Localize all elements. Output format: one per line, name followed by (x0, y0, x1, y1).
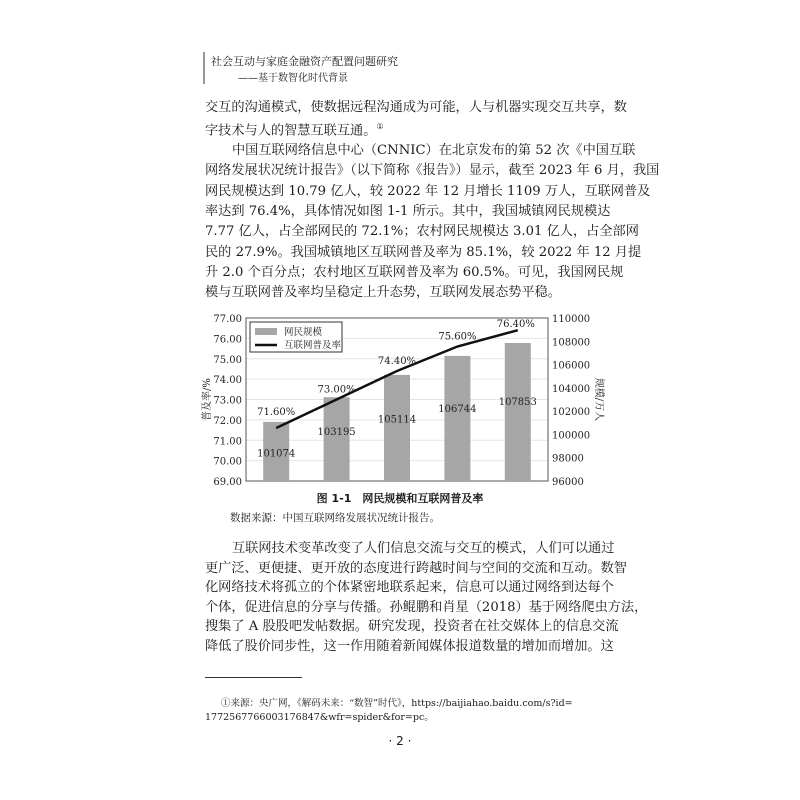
body-line: 率达到 76.4%，具体情况如图 1-1 所示。其中，我国城镇网民规模达 (205, 203, 611, 219)
bar-value-label: 101074 (257, 448, 296, 460)
data-source: 数据来源：中国互联网络发展状况统计报告。 (230, 512, 440, 524)
left-tick-label: 77.00 (213, 314, 242, 325)
body-line: 中国互联网络信息中心（CNNIC）在北京发布的第 52 次《中国互联 (232, 143, 636, 158)
bar-value-label: 107853 (498, 397, 537, 409)
body-line: 模与互联网普及率均呈稳定上升态势，互联网发展态势平稳。 (205, 285, 562, 301)
line-value-label: 73.00% (317, 384, 356, 396)
running-header-title: 社会互动与家庭金融资产配置问题研究 (211, 55, 398, 68)
line-value-label: 71.60% (257, 407, 296, 419)
body-line: 网络发展状况统计报告》（以下简称《报告》）显示，截至 2023 年 6 月，我国 (205, 163, 660, 179)
right-tick-label: 108000 (552, 337, 591, 349)
right-tick-label: 104000 (552, 383, 591, 395)
footnote-line: 1772567766003176847&wfr=spider&for=pc。 (205, 712, 434, 723)
body-line: 降低了股价同步性，这一作用随着新闻媒体报道数量的增加而增加。这 (205, 638, 614, 654)
left-tick-label: 74.00 (213, 375, 242, 387)
line-value-label: 74.40% (377, 355, 417, 367)
left-tick-label: 76.00 (213, 334, 242, 346)
body-line: 更广泛、更便捷、更开放的态度进行跨越时间与空间的交流和互动。数智 (205, 560, 627, 576)
footnote-rule (205, 677, 302, 678)
body-text: 字技术与人的智慧互联互通。 (205, 123, 377, 139)
bar (444, 356, 470, 481)
running-header-subtitle: ——基于数智化时代背景 (238, 73, 348, 84)
legend-label: 互联网普及率 (284, 340, 342, 351)
body-line: 升 2.0 个百分点；农村地区互联网普及率为 60.5%。可见，我国网民规 (205, 264, 624, 280)
header-bar (203, 52, 205, 84)
left-tick-label: 73.00 (213, 395, 242, 407)
legend-swatch-bar (255, 328, 277, 335)
bar-value-label: 103195 (317, 426, 356, 438)
left-tick-label: 75.00 (213, 354, 242, 366)
body-line: 交互的沟通模式，使数据远程沟通成为可能，人与机器实现交互共享，数 (205, 100, 627, 115)
body-line (205, 118, 595, 139)
chart (190, 305, 610, 490)
left-axis-label: 普及率/% (202, 378, 213, 421)
right-tick-label: 102000 (552, 407, 591, 419)
footnote-line: ①来源：央广网，《解码未来：“数智”时代》，https://baijiahao.baidu.com/s?id= (221, 698, 573, 709)
body-line: 网民规模达到 10.79 亿人，较 2022 年 12 月增长 1109 万人，互联网普及 (205, 183, 651, 199)
right-tick-label: 106000 (552, 360, 591, 372)
right-tick-label: 98000 (552, 453, 584, 465)
body-line: 搜集了 A 股股吧发帖数据。研究发现，投资者在社交媒体上的信息交流 (205, 619, 619, 634)
legend-label: 网民规模 (284, 327, 323, 338)
bar (384, 375, 410, 481)
left-tick-label: 69.00 (213, 477, 242, 488)
right-tick-label: 110000 (552, 314, 591, 325)
line-value-label: 75.60% (438, 331, 477, 343)
right-tick-label: 100000 (552, 430, 591, 442)
left-tick-label: 72.00 (213, 415, 242, 427)
bar-value-label: 106744 (438, 404, 477, 416)
figure-caption: 图 1-1 网民规模和互联网普及率 (316, 492, 484, 505)
bar (324, 397, 350, 481)
line-value-label: 76.40% (496, 319, 535, 331)
right-tick-label: 96000 (552, 477, 584, 488)
left-tick-label: 71.00 (213, 436, 242, 448)
page-number: · 2 · (388, 734, 412, 748)
footnote-marker: ① (376, 122, 384, 131)
body-line: 化网络技术将孤立的个体紧密地联系起来，信息可以通过网络到达每个 (205, 580, 614, 595)
bar (505, 343, 531, 481)
body-line: 个体，促进信息的分享与传播。孙鲲鹏和肖星（2018）基于网络爬虫方法， (205, 599, 648, 615)
left-tick-label: 70.00 (213, 456, 242, 468)
body-line: 互联网技术变革改变了人们信息交流与交互的模式，人们可以通过 (232, 541, 615, 556)
right-axis-label: 规模/万人 (593, 377, 604, 422)
body-line: 民的 27.9%。我国城镇地区互联网普及率为 85.1%，较 2022 年 12 月提 (205, 244, 642, 260)
bar-value-label: 105114 (377, 414, 417, 426)
body-line: 7.77 亿人，占全部网民的 72.1%；农村网民规模达 3.01 亿人，占全部网 (205, 224, 639, 240)
